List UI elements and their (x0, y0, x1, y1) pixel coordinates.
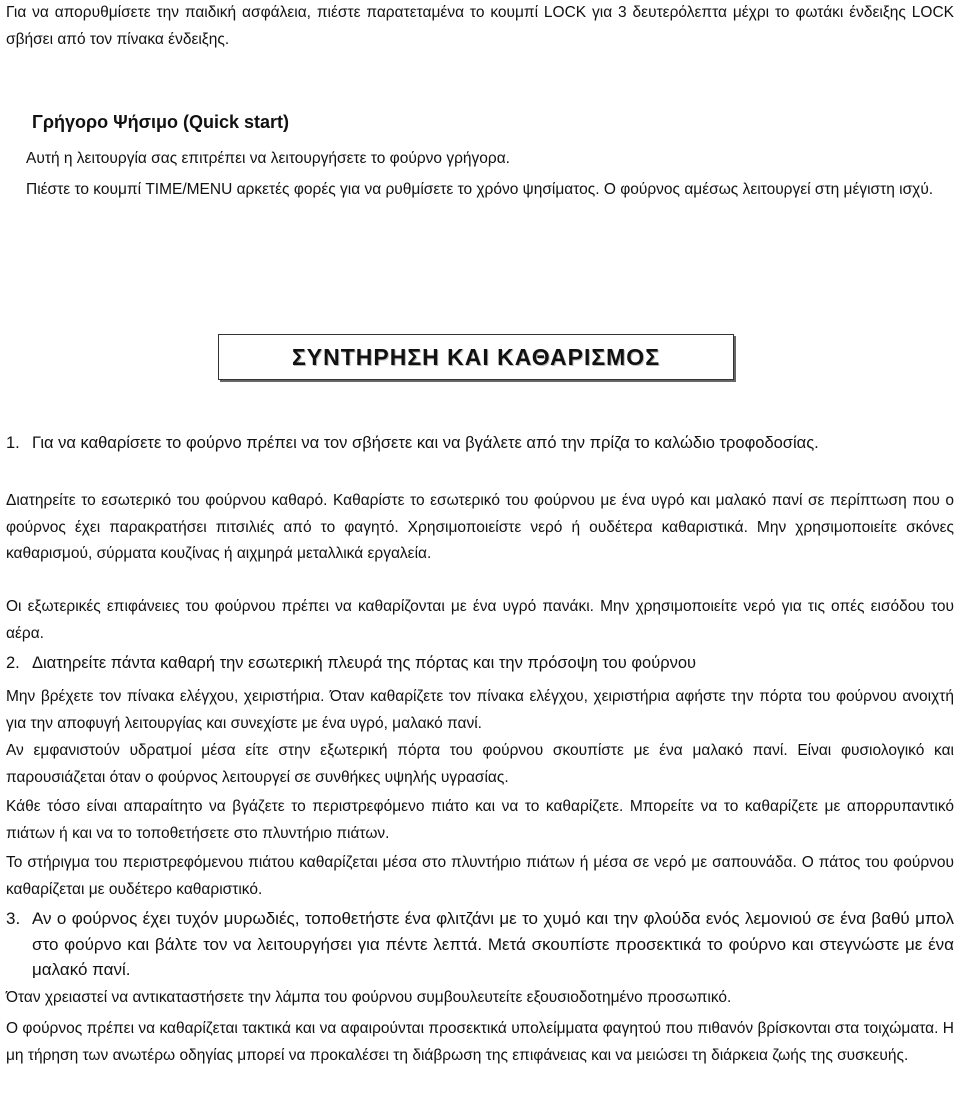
child-lock-paragraph: Για να απορυθμίσετε την παιδική ασφάλεια, πιέστε παρατεταμένα το κουμπί LOCK για 3 δευτερόλεπτα μέχρι το φωτάκι ένδειξης LOCK σβήσει από τον πίνακα ένδειξης. (6, 4, 954, 48)
list-item-1 (6, 430, 954, 457)
list-item-1-text: Για να καθαρίσετε το φούρνο πρέπει να τον σβήσετε και να βγάλετε από την πρίζα το καλώδιο τροφοδοσίας. (32, 434, 819, 452)
list-item-3 (6, 906, 954, 983)
list-number-1: 1. (6, 434, 20, 452)
cleaning-paragraph-5: Κάθε τόσο είναι απαραίτητο να βγάζετε το περιστρεφόμενο πιάτο και να το καθαρίζετε. Μπορείτε να το καθαρίζετε με απορρυπαντικό πιάτων ή και να το τοποθετήσετε στο πλυντήριο πιάτων. (6, 798, 954, 842)
cleaning-paragraph-2: Οι εξωτερικές επιφάνειες του φούρνου πρέπει να καθαρίζονται με ένα υγρό πανάκι. Μην χρησιμοποιείτε νερό για τις οπές εισόδου του αέρα. (6, 598, 954, 642)
cleaning-paragraph-3: Μην βρέχετε τον πίνακα ελέγχου, χειριστήρια. Όταν καθαρίζετε τον πίνακα ελέγχου, χειριστήρια αφήστε την πόρτα του φούρνου ανοιχτή για την αποφυγή λειτουργίας και συνεχίστε με ένα υγρό, μαλακό πανί. (6, 688, 954, 732)
cleaning-paragraph-8: Ο φούρνος πρέπει να καθαρίζεται τακτικά και να αφαιρούνται προσεκτικά υπολείμματα φαγητού που πιθανόν βρίσκονται στα τοιχώματα. Η μη τήρηση των ανωτέρω οδηγίας μπορεί να προκαλέσει τη διάβρωση της επιφάνειας και να μειώσει τη διάρκεια ζωής της συσκευής. (6, 1020, 954, 1064)
list-number-2: 2. (6, 654, 20, 672)
list-item-2 (6, 650, 954, 677)
cleaning-paragraph-6: Το στήριγμα του περιστρεφόμενου πιάτου καθαρίζεται μέσα στο πλυντήριο πιάτων ή μέσα σε νερό με σαπουνάδα. Ο πάτος του φούρνου καθαρίζεται με ουδέτερο καθαριστικό. (6, 854, 954, 898)
section-title-box (218, 334, 734, 380)
quick-start-line-1: Αυτή η λειτουργία σας επιτρέπει να λειτουργήσετε το φούρνο γρήγορα. (26, 150, 510, 167)
list-item-3-text: Αν ο φούρνος έχει τυχόν μυρωδιές, τοποθετήστε ένα φλιτζάνι με το χυμό και την φλούδα ενός λεμονιού σε ένα βαθύ μπολ στο φούρνο και βάλτε τον να λειτουργήσει για πέντε λεπτά. Μετά σκουπίστε προσεκτικά το φούρνο και στεγνώστε με ένα μαλακό πανί. (32, 909, 954, 979)
section-title: ΣΥΝΤΗΡΗΣΗ ΚΑΙ ΚΑΘΑΡΙΣΜΟΣ (291, 343, 661, 370)
cleaning-paragraph-4: Αν εμφανιστούν υδρατμοί μέσα είτε στην εξωτερική πόρτα του φούρνου σκουπίστε με ένα μαλακό πανί. Είναι φυσιολογικό και παρουσιάζεται όταν ο φούρνος λειτουργεί σε συνθήκες υψηλής υγρασίας. (6, 742, 954, 786)
list-number-3: 3. (6, 909, 21, 928)
quick-start-heading: Γρήγορο Ψήσιμο (Quick start) (32, 112, 289, 132)
quick-start-line-2: Πιέστε το κουμπί TIME/MENU αρκετές φορές για να ρυθμίσετε το χρόνο ψησίματος. Ο φούρνος αμέσως λειτουργεί στη μέγιστη ισχύ. (26, 181, 934, 198)
list-item-2-text: Διατηρείτε πάντα καθαρή την εσωτερική πλευρά της πόρτας και την πρόσοψη του φούρνου (32, 654, 697, 672)
cleaning-paragraph-1: Διατηρείτε το εσωτερικό του φούρνου καθαρό. Καθαρίστε το εσωτερικό του φούρνου με ένα υγρό και μαλακό πανί σε περίπτωση που ο φούρνος έχει παρακρατήσει πιτσιλιές από το φαγητό. Χρησιμοποιείστε νερό ή ουδέτερα καθαριστικά. Μην χρησιμοποιείτε σκόνες καθαρισμού, σύρματα κουζίνας ή αιχμηρά μεταλλικά εργαλεία. (6, 492, 954, 562)
cleaning-paragraph-7: Όταν χρειαστεί να αντικαταστήσετε την λάμπα του φούρνου συμβουλευτείτε εξουσιοδοτημένο προσωπικό. (6, 989, 732, 1006)
